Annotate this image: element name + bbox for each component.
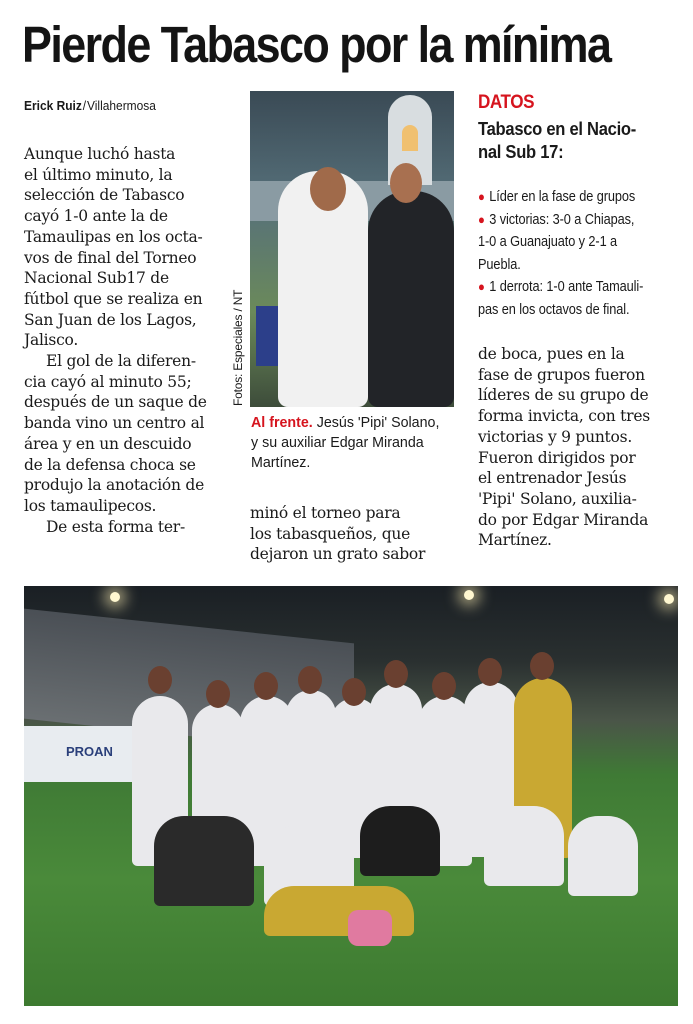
bullet-icon: ● (478, 279, 485, 294)
player-figure (484, 806, 564, 886)
text-line: forma invicta, con tres (478, 407, 650, 426)
text-line: De esta forma ter- (46, 517, 185, 536)
datos-item-text: pas en los octavos de final. (478, 301, 630, 318)
player-figure (568, 816, 638, 896)
text-line: Martínez. (478, 531, 552, 550)
datos-title-line: Tabasco en el Nacio- (478, 119, 636, 139)
headline: Pierde Tabasco por la mínima (22, 16, 611, 73)
text-line: líderes de su grupo de (478, 386, 649, 405)
text-line: vos de final del Torneo (24, 248, 197, 267)
pink-bag (348, 910, 392, 946)
text-line: el último minuto, la (24, 165, 173, 184)
player-head (148, 666, 172, 694)
player-head (298, 666, 322, 694)
text-line: de la defensa choca se (24, 455, 196, 474)
assistant-head (390, 163, 422, 203)
assistant-figure (368, 191, 454, 407)
player-head (254, 672, 278, 700)
text-line: Aunque luchó hasta (24, 145, 176, 163)
datos-item-text: 1-0 a Guanajuato y 2-1 a (478, 234, 618, 250)
coaches-photo (250, 91, 454, 407)
byline-separator: / (82, 98, 87, 113)
datos-label: DATOS (478, 92, 535, 113)
bullet-icon: ● (478, 211, 485, 227)
player-head (432, 672, 456, 700)
player-head (530, 652, 554, 680)
stadium-light (464, 590, 474, 600)
text-line: 'Pipi' Solano, auxilia- (478, 489, 637, 508)
datos-item (478, 186, 672, 209)
photo-caption (251, 413, 446, 473)
text-line: fase de grupos fueron (478, 365, 645, 384)
datos-item-text: 3 victorias: 3-0 a Chiapas, (489, 211, 635, 228)
photo-credit: Fotos: Especiales / NT (231, 289, 245, 406)
datos-item-text: Puebla. (478, 256, 521, 273)
text-line: área y en un descuido (24, 434, 192, 453)
paragraph-1 (24, 144, 234, 351)
paragraph-3 (24, 517, 234, 538)
coach-head (310, 167, 346, 211)
text-line: dejaron un grato sabor (250, 545, 426, 564)
text-line: Fueron dirigidos por (478, 448, 636, 467)
text-line: de boca, pues en la (478, 345, 625, 363)
text-line: Nacional Sub17 de (24, 269, 169, 288)
text-line: do por Edgar Miranda (478, 510, 649, 529)
text-line: minó el torneo para (250, 504, 401, 522)
byline-author: Erick Ruiz (24, 98, 82, 113)
text-line: después de un saque de (24, 393, 207, 412)
article-column-right (478, 344, 680, 551)
byline (24, 98, 156, 113)
player-figure (286, 690, 336, 840)
text-line: los tamaulipecos. (24, 496, 157, 515)
ad-board-text: PROAN (66, 744, 113, 759)
player-head (384, 660, 408, 688)
player-head (342, 678, 366, 706)
text-line: cia cayó al minuto 55; (24, 372, 192, 391)
caption-lead: Al frente. (251, 414, 313, 431)
text-line: produjo la anotación de (24, 476, 205, 495)
text-line: victorias y 9 puntos. (478, 427, 632, 446)
datos-title-line: nal Sub 17: (478, 142, 564, 162)
text-line: El gol de la diferen- (46, 352, 196, 371)
text-line: los tabasqueños, que (250, 524, 411, 543)
text-line: el entrenador Jesús (478, 469, 627, 488)
text-line: selección de Tabasco (24, 186, 185, 205)
text-line: Tamaulipas en los octa- (24, 227, 203, 246)
player-figure (360, 806, 440, 876)
stadium-light (110, 592, 120, 602)
player-head (206, 680, 230, 708)
datos-item-text: Líder en la fase de grupos (489, 189, 636, 205)
player-figure (154, 816, 254, 906)
stadium-light (664, 594, 674, 604)
caption-text: Jesús 'Pipi' Solano, y su auxiliar Edgar Miranda Martínez. (251, 414, 440, 471)
text-line: San Juan de los Lagos, (24, 310, 197, 329)
datos-title (478, 118, 667, 164)
player-head (478, 658, 502, 686)
text-line: fútbol que se realiza en (24, 289, 203, 308)
bullet-icon: ● (478, 189, 485, 204)
datos-list (478, 186, 672, 321)
byline-location: Villahermosa (87, 98, 156, 113)
datos-item (478, 276, 672, 321)
text-line: cayó 1-0 ante la de (24, 207, 168, 226)
article-column-left (24, 144, 234, 537)
article-column-middle (250, 503, 455, 565)
text-line: Jalisco. (24, 331, 78, 350)
datos-item (478, 209, 672, 277)
team-photo (24, 586, 678, 1006)
text-line: banda vino un centro al (24, 414, 205, 433)
datos-item-text: 1 derrota: 1-0 ante Tamauli- (489, 279, 644, 295)
paragraph-2 (24, 351, 234, 517)
